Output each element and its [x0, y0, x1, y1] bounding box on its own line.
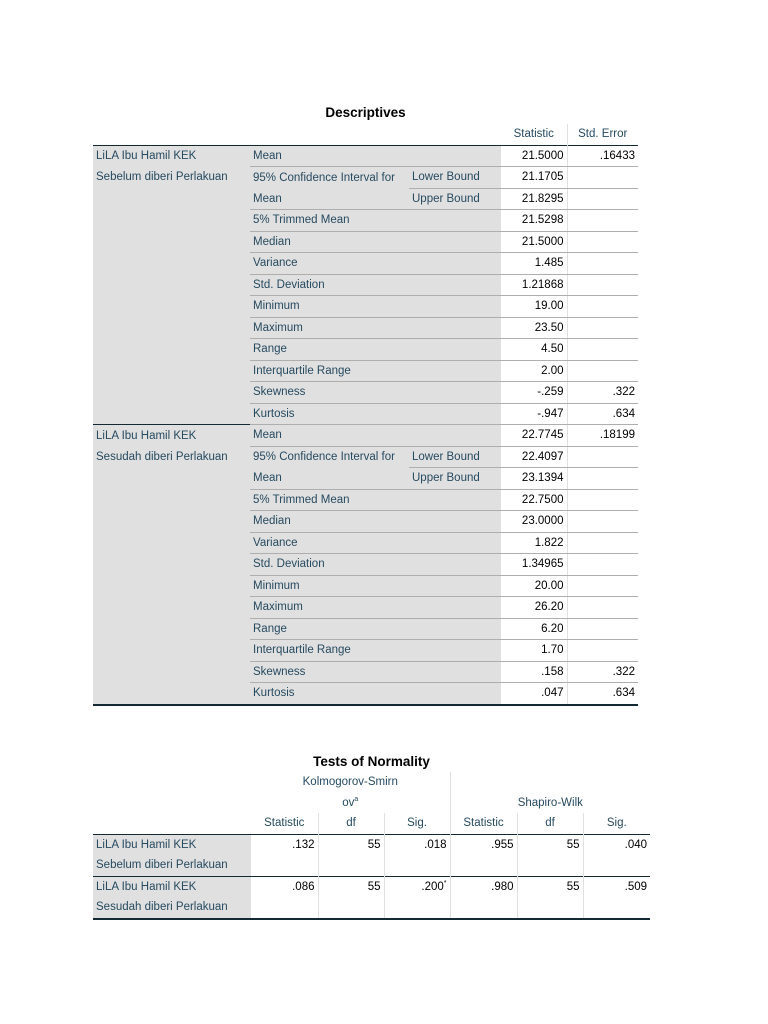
sw-df-value: 55	[566, 838, 580, 851]
subheader-ks-df: df	[318, 813, 384, 834]
table-row	[93, 618, 638, 640]
group-label	[93, 554, 250, 576]
table-row	[93, 575, 638, 597]
table-row	[93, 489, 638, 511]
stat-value: 22.7745	[501, 425, 567, 447]
sw-statistic-value: .980	[491, 880, 514, 893]
row-label: 95% Confidence Interval for	[250, 446, 409, 468]
table-row	[93, 188, 638, 210]
row-label: Median	[250, 231, 501, 253]
table-row	[93, 446, 638, 468]
row-label: Std. Deviation	[250, 274, 501, 296]
se-value	[567, 554, 638, 576]
stat-value: 26.20	[501, 597, 567, 619]
table-row	[93, 425, 638, 447]
stat-value: 1.21868	[501, 274, 567, 296]
se-value	[567, 446, 638, 468]
stat-value: 6.20	[501, 618, 567, 640]
stat-value: 22.7500	[501, 489, 567, 511]
group-label	[93, 274, 250, 296]
descriptives-title: Descriptives	[325, 105, 406, 120]
group-label	[93, 661, 250, 683]
sw-df	[517, 876, 583, 919]
row-label: Mean	[250, 425, 501, 447]
row-sublabel: Upper Bound	[409, 188, 501, 210]
row-label: 5% Trimmed Mean	[250, 489, 501, 511]
row-label: Interquartile Range	[250, 360, 501, 382]
sw-sig-value: .040	[624, 838, 648, 851]
ks-statistic-value: .132	[292, 838, 315, 851]
ks-sig-value: .200	[421, 880, 444, 893]
group-label: Sebelum diberi Perlakuan	[93, 167, 250, 189]
group-label	[93, 468, 250, 490]
group-label	[93, 210, 250, 232]
row-label: Sesudah diberi Perlakuan	[93, 897, 251, 919]
table-row	[93, 317, 638, 339]
row-label: Mean	[250, 145, 501, 167]
stat-value: 21.8295	[501, 188, 567, 210]
ks-sig	[384, 834, 450, 876]
group-label	[93, 403, 250, 425]
table-row	[93, 167, 638, 189]
row-sublabel: Upper Bound	[409, 468, 501, 490]
ks-sig	[384, 876, 450, 919]
se-value: .18199	[567, 425, 638, 447]
sw-sig	[583, 834, 650, 876]
table-row	[93, 661, 638, 683]
sw-sig	[583, 876, 650, 919]
table-row	[93, 145, 638, 167]
table-row	[93, 382, 638, 404]
row-label: Variance	[250, 532, 501, 554]
row-label: 5% Trimmed Mean	[250, 210, 501, 232]
se-value	[567, 231, 638, 253]
table-row	[93, 253, 638, 275]
row-label: Kurtosis	[250, 683, 501, 705]
stat-value: .158	[501, 661, 567, 683]
se-value: .322	[567, 661, 638, 683]
group-label	[93, 511, 250, 533]
row-label: LiLA Ibu Hamil KEK	[93, 876, 251, 897]
table-row	[93, 274, 638, 296]
group-label: LiLA Ibu Hamil KEK	[93, 425, 250, 447]
se-value	[567, 253, 638, 275]
stat-value: 1.70	[501, 640, 567, 662]
ks-df	[318, 834, 384, 876]
row-label: Sebelum diberi Perlakuan	[93, 855, 251, 876]
row-label: Skewness	[250, 382, 501, 404]
stat-value: .047	[501, 683, 567, 705]
row-label: Mean	[250, 468, 409, 490]
subheader-ks-statistic: Statistic	[251, 813, 318, 834]
table-row	[93, 834, 650, 855]
group-label	[93, 640, 250, 662]
ks-sig-value: .018	[424, 838, 447, 851]
normality-table	[93, 772, 650, 920]
sw-df-value: 55	[566, 880, 580, 893]
stat-value: 22.4097	[501, 446, 567, 468]
group-label	[93, 683, 250, 705]
row-label: Range	[250, 339, 501, 361]
stat-value: 23.1394	[501, 468, 567, 490]
group-label	[93, 253, 250, 275]
group-label	[93, 360, 250, 382]
subheader-sw-df: df	[517, 813, 583, 834]
row-sublabel: Lower Bound	[409, 167, 501, 189]
se-value	[567, 296, 638, 318]
table-row	[93, 640, 638, 662]
se-value: .16433	[567, 145, 638, 167]
se-value	[567, 489, 638, 511]
stat-value: -.947	[501, 403, 567, 425]
sw-df	[517, 834, 583, 876]
group-label	[93, 231, 250, 253]
table-row	[93, 554, 638, 576]
se-value	[567, 468, 638, 490]
se-value: .634	[567, 403, 638, 425]
stat-value: 21.1705	[501, 167, 567, 189]
row-label: Range	[250, 618, 501, 640]
row-sublabel: Lower Bound	[409, 446, 501, 468]
row-label: Maximum	[250, 317, 501, 339]
group-label	[93, 532, 250, 554]
ks-statistic	[251, 876, 318, 919]
header-row	[93, 124, 638, 145]
ks-df	[318, 876, 384, 919]
row-label: Kurtosis	[250, 403, 501, 425]
se-value	[567, 597, 638, 619]
group-label	[93, 339, 250, 361]
sw-header: Shapiro-Wilk	[517, 796, 583, 809]
table-row	[93, 468, 638, 490]
stat-value: 21.5298	[501, 210, 567, 232]
row-label: Maximum	[250, 597, 501, 619]
table-row	[93, 876, 650, 897]
col-header-std-error: Std. Error	[578, 128, 628, 141]
sw-statistic	[450, 876, 517, 919]
row-label: Mean	[250, 188, 409, 210]
ks-statistic	[251, 834, 318, 876]
se-value	[567, 317, 638, 339]
group-label	[93, 296, 250, 318]
row-label: Minimum	[250, 575, 501, 597]
table-row	[93, 360, 638, 382]
sw-statistic-value: .955	[491, 838, 514, 851]
row-label: Minimum	[250, 296, 501, 318]
se-value	[567, 532, 638, 554]
table-row	[93, 231, 638, 253]
se-value	[567, 167, 638, 189]
stat-value: 1.485	[501, 253, 567, 275]
se-value: .634	[567, 683, 638, 705]
table-row	[93, 683, 638, 705]
row-label: Median	[250, 511, 501, 533]
row-label: LiLA Ibu Hamil KEK	[93, 834, 251, 855]
normality-subheader-row	[93, 813, 650, 834]
se-value	[567, 188, 638, 210]
se-value	[567, 575, 638, 597]
group-label	[93, 575, 250, 597]
footnote-marker: *	[443, 879, 447, 887]
se-value	[567, 360, 638, 382]
row-label: Std. Deviation	[250, 554, 501, 576]
stat-value: 21.5000	[501, 145, 567, 167]
normality-header-row-2	[93, 793, 650, 814]
row-label: Interquartile Range	[250, 640, 501, 662]
stat-value: 23.50	[501, 317, 567, 339]
stat-value: 1.34965	[501, 554, 567, 576]
ks-df-value: 55	[367, 838, 381, 851]
normality-header-row-1	[93, 772, 650, 793]
subheader-sw-statistic: Statistic	[450, 813, 517, 834]
se-value: .322	[567, 382, 638, 404]
group-label	[93, 382, 250, 404]
group-label	[93, 618, 250, 640]
se-value	[567, 640, 638, 662]
ks-statistic-value: .086	[292, 880, 315, 893]
row-label: Skewness	[250, 661, 501, 683]
col-header-statistic: Statistic	[501, 124, 567, 145]
table-row	[93, 403, 638, 425]
table-row	[93, 532, 638, 554]
se-value	[567, 339, 638, 361]
descriptives-table	[93, 124, 638, 706]
se-value	[567, 274, 638, 296]
stat-value: 1.822	[501, 532, 567, 554]
row-label: 95% Confidence Interval for	[250, 167, 409, 189]
table-row	[93, 511, 638, 533]
ks-df-value: 55	[367, 880, 381, 893]
stat-value: 19.00	[501, 296, 567, 318]
group-label	[93, 317, 250, 339]
group-label	[93, 597, 250, 619]
se-value	[567, 618, 638, 640]
ks-header-cont: $ov^a$	[251, 793, 450, 814]
table-row	[93, 339, 638, 361]
table-row	[93, 597, 638, 619]
ks-header: Kolmogorov-Smirn	[251, 772, 450, 793]
row-label: Variance	[250, 253, 501, 275]
stat-value: 2.00	[501, 360, 567, 382]
se-value	[567, 511, 638, 533]
stat-value: 23.0000	[501, 511, 567, 533]
sw-sig-value: .509	[624, 880, 648, 893]
normality-title: Tests of Normality	[313, 754, 430, 769]
table-row	[93, 296, 638, 318]
stat-value: 20.00	[501, 575, 567, 597]
stat-value: -.259	[501, 382, 567, 404]
group-label	[93, 489, 250, 511]
group-label: Sesudah diberi Perlakuan	[93, 446, 250, 468]
sw-statistic	[450, 834, 517, 876]
subheader-sw-sig: Sig.	[606, 817, 627, 830]
se-value	[567, 210, 638, 232]
stat-value: 21.5000	[501, 231, 567, 253]
table-row	[93, 210, 638, 232]
subheader-ks-sig: Sig.	[384, 813, 450, 834]
group-label	[93, 188, 250, 210]
group-label: LiLA Ibu Hamil KEK	[93, 145, 250, 167]
stat-value: 4.50	[501, 339, 567, 361]
